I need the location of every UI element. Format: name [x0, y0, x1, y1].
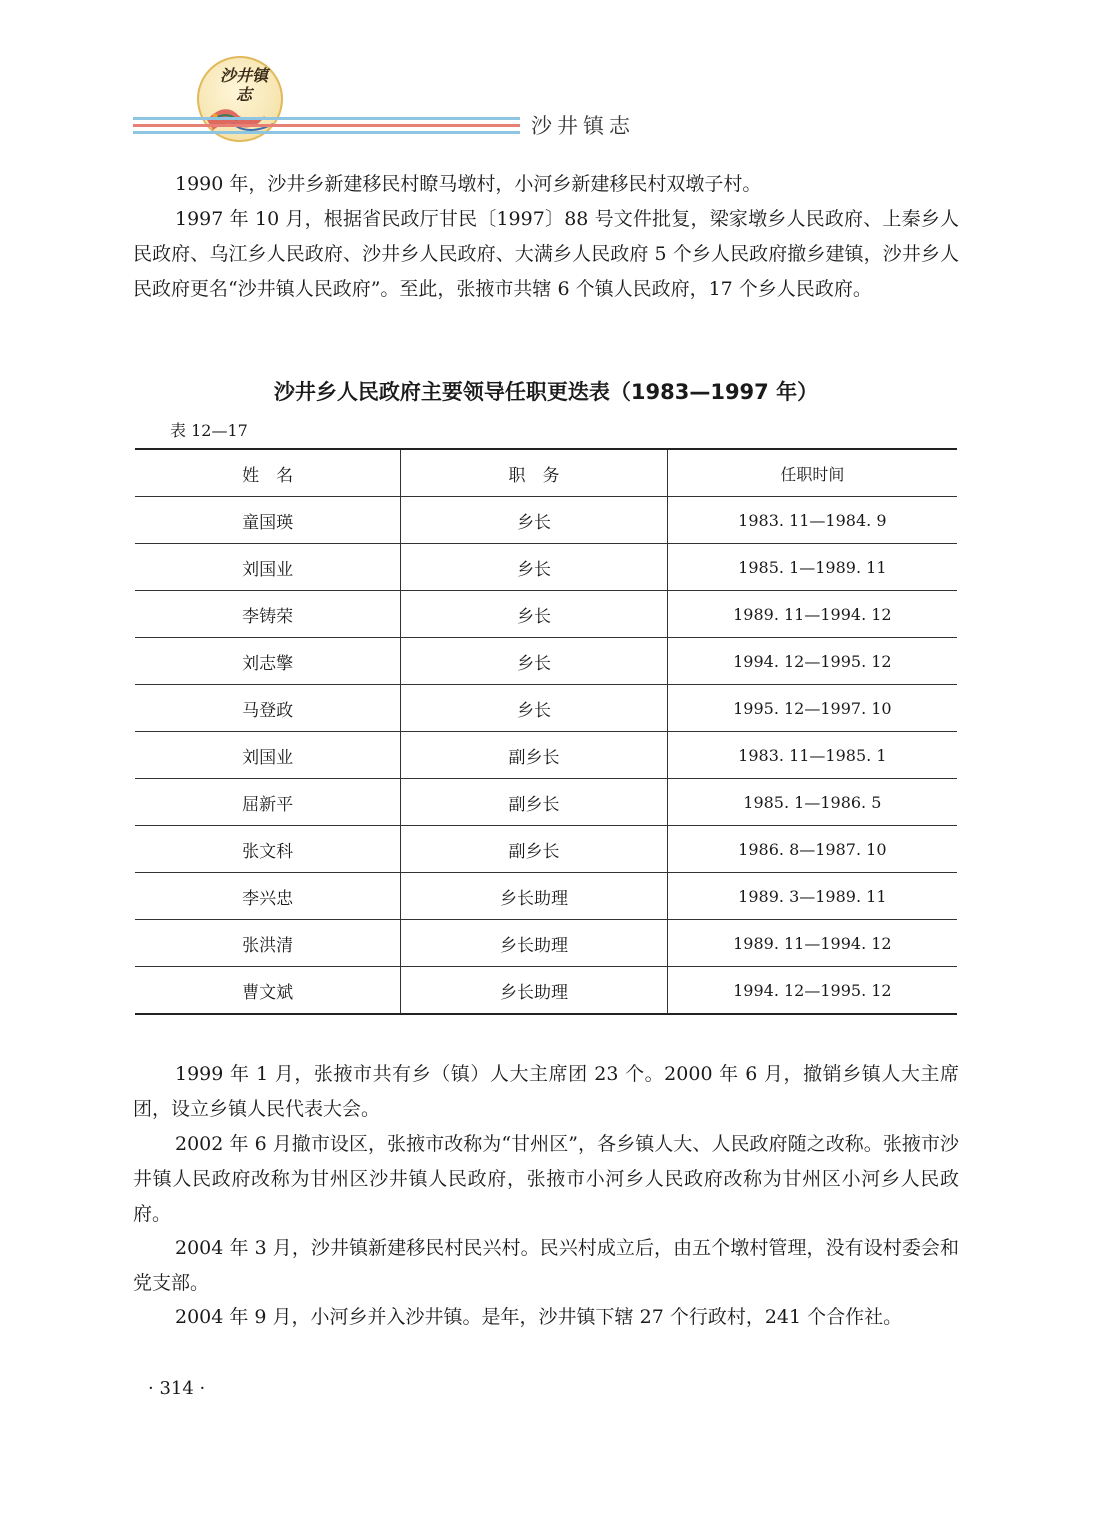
table-row: [135, 685, 957, 732]
cell-position: 副乡长: [401, 779, 667, 826]
table-header-row: [135, 449, 957, 497]
cell-name: 刘志擎: [135, 638, 401, 685]
table-row: [135, 591, 957, 638]
cell-name: 张文科: [135, 826, 401, 873]
paragraph-2002: 2002 年 6 月撤市设区，张掖市改称为“甘州区”，各乡镇人大、人民政府随之改称。张掖市沙井镇人民政府改称为甘州区沙井镇人民政府，张掖市小河乡人民政府改称为甘州区小河乡人民政府。: [133, 1133, 959, 1225]
table-row: [135, 873, 957, 920]
table-row: [135, 732, 957, 779]
cell-position: 乡长: [401, 638, 667, 685]
cell-name: 张洪清: [135, 920, 401, 967]
leaders-table: [135, 448, 957, 1015]
cell-term: 1989. 3—1989. 11: [667, 873, 957, 920]
cell-name: 屈新平: [135, 779, 401, 826]
column-header-name: 姓 名: [135, 449, 401, 497]
cell-term: 1994. 12—1995. 12: [667, 967, 957, 1015]
cell-term: 1983. 11—1984. 9: [667, 497, 957, 544]
cell-position: 乡长助理: [401, 920, 667, 967]
paragraph-1999: 1999 年 1 月，张掖市共有乡（镇）人大主席团 23 个。2000 年 6 月，撤销乡镇人大主席团，设立乡镇人民代表大会。: [133, 1063, 959, 1120]
table-row: [135, 920, 957, 967]
cell-position: 乡长助理: [401, 967, 667, 1015]
table-row: [135, 497, 957, 544]
page-number: · 314 ·: [148, 1378, 206, 1399]
table-number: 表 12—17: [170, 421, 248, 440]
cell-term: 1985. 1—1989. 11: [667, 544, 957, 591]
paragraph-2004-september: 2004 年 9 月，小河乡并入沙井镇。是年，沙井镇下辖 27 个行政村，241 个合作社。: [175, 1306, 903, 1328]
table-title: 沙井乡人民政府主要领导任职更迭表（1983—1997 年）: [273, 380, 819, 404]
column-header-term: 任职时间: [667, 449, 957, 497]
cell-position: 乡长: [401, 497, 667, 544]
logo-text: 沙井镇志: [220, 66, 269, 104]
paragraph-1990: 1990 年，沙井乡新建移民村瞭马墩村，小河乡新建移民村双墩子村。: [175, 173, 762, 195]
cell-term: 1985. 1—1986. 5: [667, 779, 957, 826]
cell-name: 刘国业: [135, 544, 401, 591]
cell-position: 副乡长: [401, 732, 667, 779]
cell-term: 1989. 11—1994. 12: [667, 920, 957, 967]
paragraph-1997: 1997 年 10 月，根据省民政厅甘民〔1997〕88 号文件批复，梁家墩乡人民政府、上秦乡人民政府、乌江乡人民政府、沙井乡人民政府、大满乡人民政府 5 个乡人民政府撤乡建镇，沙井乡人民政府更名“沙井镇人民政府”。至此，张掖市共辖 6 个镇人民政府，17 个乡人民政府。: [133, 208, 959, 300]
cell-term: 1994. 12—1995. 12: [667, 638, 957, 685]
cell-term: 1995. 12—1997. 10: [667, 685, 957, 732]
header-rule-blue-top: [133, 117, 520, 120]
header-rule-red: [133, 124, 520, 127]
table-row: [135, 779, 957, 826]
cell-name: 李铸荣: [135, 591, 401, 638]
cell-term: 1986. 8—1987. 10: [667, 826, 957, 873]
cell-position: 乡长: [401, 685, 667, 732]
cell-term: 1989. 11—1994. 12: [667, 591, 957, 638]
cell-position: 副乡长: [401, 826, 667, 873]
table-row: [135, 638, 957, 685]
cell-name: 刘国业: [135, 732, 401, 779]
table-row: [135, 544, 957, 591]
table-row: [135, 967, 957, 1015]
cell-term: 1983. 11—1985. 1: [667, 732, 957, 779]
cell-name: 马登政: [135, 685, 401, 732]
running-title: 沙井镇志: [531, 114, 635, 138]
cell-position: 乡长: [401, 591, 667, 638]
cell-name: 童国瑛: [135, 497, 401, 544]
cell-name: 曹文斌: [135, 967, 401, 1015]
column-header-position: 职 务: [401, 449, 667, 497]
cell-name: 李兴忠: [135, 873, 401, 920]
cell-position: 乡长: [401, 544, 667, 591]
table-row: [135, 826, 957, 873]
cell-position: 乡长助理: [401, 873, 667, 920]
header-rule-blue-bottom: [133, 131, 520, 134]
paragraph-2004-march: 2004 年 3 月，沙井镇新建移民村民兴村。民兴村成立后，由五个墩村管理，没有设村委会和党支部。: [133, 1237, 959, 1294]
